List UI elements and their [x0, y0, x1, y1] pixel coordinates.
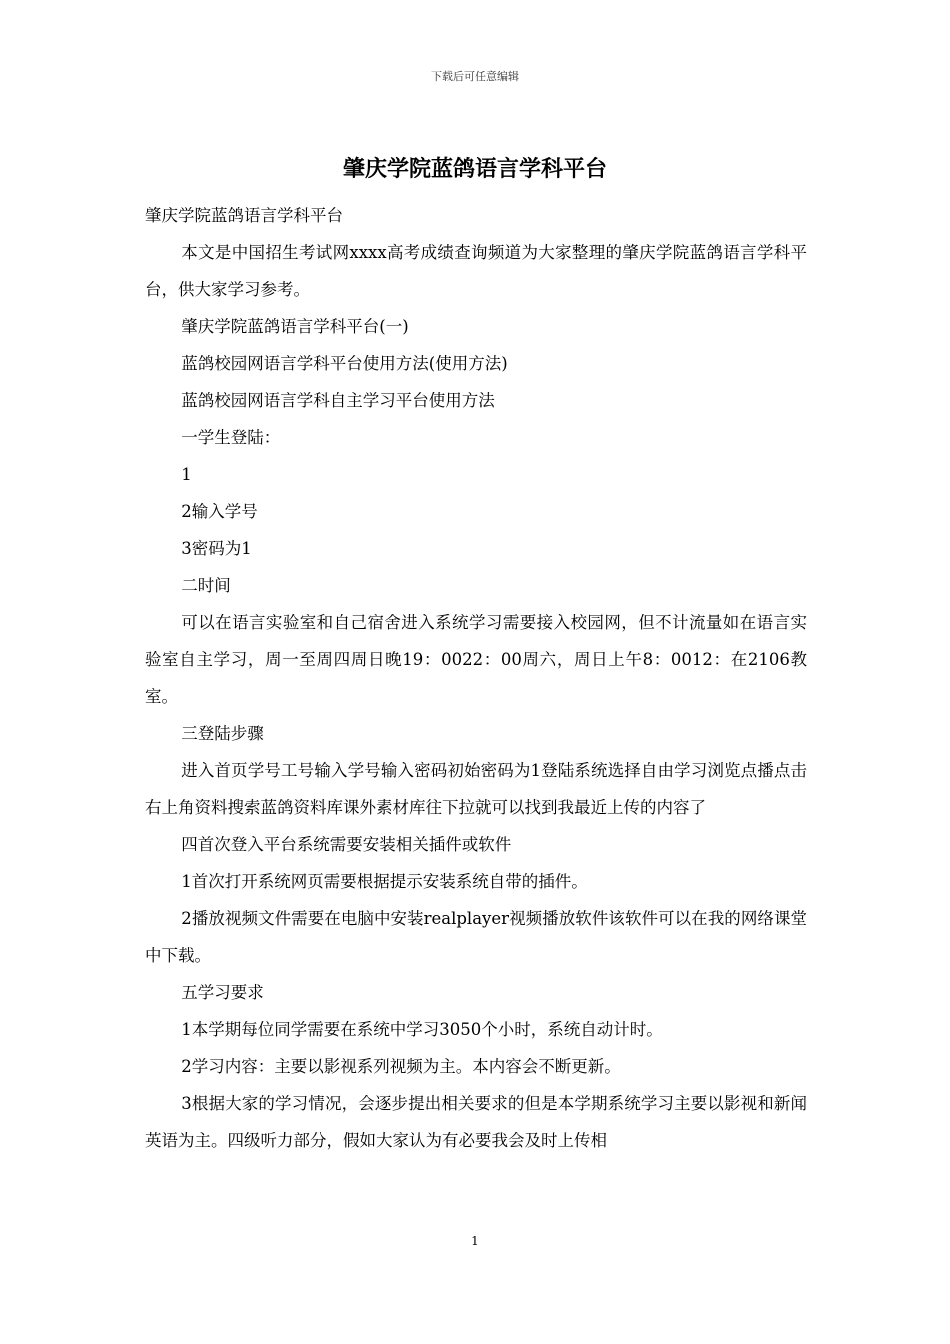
paragraph: 二时间	[181, 576, 231, 595]
document-title: 肇庆学院蓝鸽语言学科平台	[342, 157, 607, 182]
paragraph: 蓝鸽校园网语言学科平台使用方法(使用方法)	[181, 354, 508, 373]
paragraph: 五学习要求	[181, 983, 264, 1002]
paragraph: 三登陆步骤	[181, 724, 264, 743]
paragraph: 2输入学号	[181, 502, 258, 521]
header-note: 下载后可任意编辑	[431, 70, 519, 83]
page-number: 1	[471, 1234, 479, 1248]
document-body	[145, 197, 807, 1159]
paragraph: 肇庆学院蓝鸽语言学科平台(一)	[181, 317, 409, 336]
paragraph: 3根据大家的学习情况，会逐步提出相关要求的但是本学期系统学习主要以影视和新闻英语为主。四级听力部分，假如大家认为有必要我会及时上传相	[145, 1094, 807, 1150]
paragraph: 可以在语言实验室和自己宿舍进入系统学习需要接入校园网，但不计流量如在语言实验室自主学习，周一至周四周日晚19：0022：00周六，周日上午8：0012：在2106教室。	[145, 613, 807, 706]
paragraph: 1	[181, 465, 192, 484]
paragraph: 2学习内容：主要以影视系列视频为主。本内容会不断更新。	[181, 1057, 621, 1076]
paragraph: 1首次打开系统网页需要根据提示安装系统自带的插件。	[181, 872, 588, 891]
paragraph: 1本学期每位同学需要在系统中学习3050个小时，系统自动计时。	[181, 1020, 663, 1039]
paragraph: 四首次登入平台系统需要安装相关插件或软件	[181, 835, 512, 854]
paragraph: 本文是中国招生考试网xxxx高考成绩查询频道为大家整理的肇庆学院蓝鸽语言学科平台，供大家学习参考。	[145, 243, 807, 299]
paragraph: 一学生登陆：	[181, 428, 281, 447]
paragraph: 2播放视频文件需要在电脑中安装realplayer视频播放软件该软件可以在我的网络课堂中下载。	[145, 909, 807, 965]
paragraph: 进入首页学号工号输入学号输入密码初始密码为1登陆系统选择自由学习浏览点播点击右上角资料搜索蓝鸽资料库课外素材库往下拉就可以找到我最近上传的内容了	[145, 761, 807, 817]
paragraph: 蓝鸽校园网语言学科自主学习平台使用方法	[181, 391, 495, 410]
paragraph: 3密码为1	[181, 539, 252, 558]
paragraph: 肇庆学院蓝鸽语言学科平台	[145, 206, 343, 225]
